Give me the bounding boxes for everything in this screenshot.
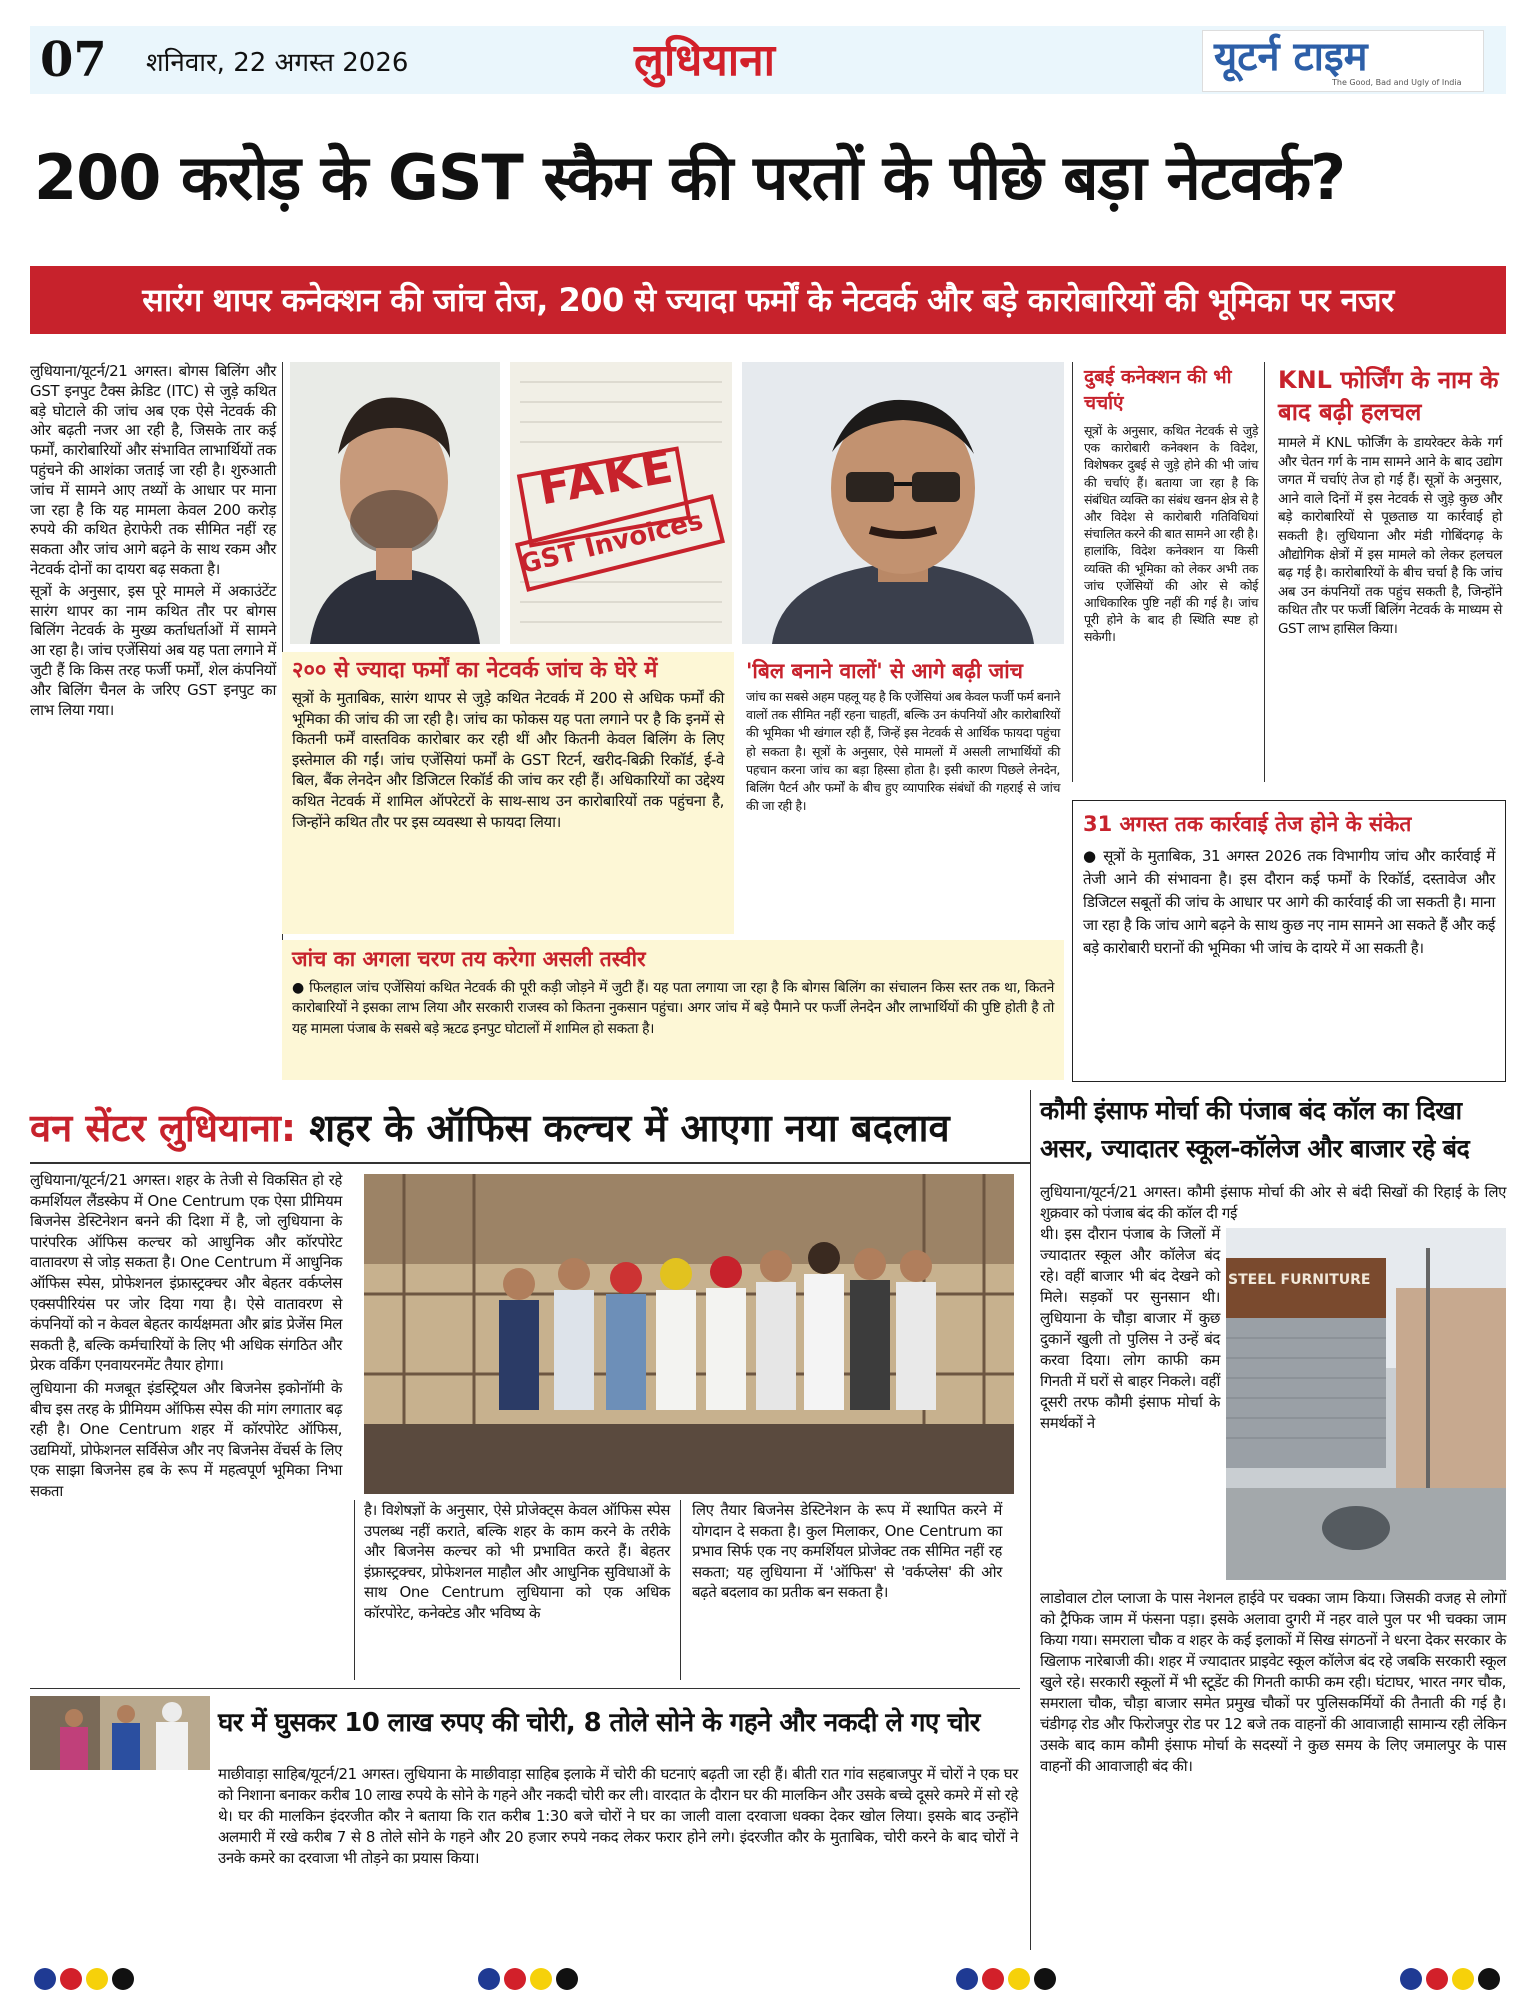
box-knl-forging (1268, 362, 1506, 782)
color-dot (956, 1968, 978, 1990)
color-dot (112, 1968, 134, 1990)
color-dot (1400, 1968, 1422, 1990)
color-dot (556, 1968, 578, 1990)
color-dot (530, 1968, 552, 1990)
lead-subheadline: सारंग थापर कनेक्शन की जांच तेज, 200 से ज्यादा फर्मों के नेटवर्क और बड़े कारोबारियों की भूमिका पर नजर (142, 281, 1394, 319)
color-dot (1034, 1968, 1056, 1990)
box-dubai-text: सूत्रों के अनुसार, कथित नेटवर्क से जुड़े एक कारोबारी कनेक्शन के विदेश, विशेषकर दुबई से जुड़े होने की भी जांच की चर्चाएं हैं। बताया जा रहा है कि संबंधित व्यक्ति का संबंध खनन क्षेत्र से है और विदेश से कारोबारी गतिविधियां संचालित करने की बात सामने आ रही है। हालांकि, विदेश कनेक्शन या किसी व्यक्ति की भूमिका को लेकर अभी तक जांच एजेंसियों की ओर से कोई आधिकारिक पुष्टि नहीं की गई है। जांच पूरी होने के बाद ही स्थिति स्पष्ट हो सकेगी। (1084, 423, 1258, 645)
box-aug31 (1072, 800, 1506, 1082)
color-dot (1008, 1968, 1030, 1990)
box-bill-makers-text: जांच का सबसे अहम पहलू यह है कि एजेंसियां अब केवल फर्जी फर्म बनाने वालों तक सीमित नहीं रहना चाहतीं, बल्कि उन कंपनियों और कारोबारियों की भूमिका भी खंगाल रही हैं, जिन्हें इस नेटवर्क से आर्थिक फायदा पहुंचा हो सकता है। सूत्रों के अनुसार, ऐसे मामलों में असली लाभार्थियों की पहचान करना जांच का बड़ा हिस्सा होता है। इसी कारण पिछले लेनदेन, बिलिंग पैटर्न और फर्मों के बीच हुए व्यापारिक संबंधों की गहराई से जांच की जा रही है। (746, 689, 1060, 814)
story2-headline (30, 1102, 1030, 1154)
person-photo-icon (290, 362, 500, 644)
story4-narrow: थी। इस दौरान पंजाब के जिलों में ज्यादातर स्कूल और कॉलेज बंद रहे। वहीं बाजार भी बंद देखने को मिले। सड़कों पर सुनसान थी। लुधियाना के चौड़ा बाजार में कुछ दुकानें खुली तो पुलिस ने उन्हें बंद करवा दिया। लोग काफी कम गिनती में घरों से बाहर निकले। वहीं दूसरी तरफ कौमी इंसाफ मोर्चा के समर्थकों ने (1040, 1225, 1220, 1432)
box-next-phase-text: ● फिलहाल जांच एजेंसियां कथित नेटवर्क की पूरी कड़ी जोड़ने में जुटी हैं। यह पता लगाया जा रहा है कि बोगस बिलिंग का संचालन किस स्तर तक था, कितने कारोबारियों ने इसका लाभ लिया और सरकारी राजस्व को कितना नुकसान पहुंचा। अगर जांच में बड़े पैमाने पर फर्जी लेनदेन और लाभार्थियों की पुष्टि होती है तो यह मामला पंजाब के सबसे बड़े ऋटढ इनपुट घोटालों में शामिल हो सकता है। (292, 978, 1054, 1039)
story2-col3: लिए तैयार बिजनेस डेस्टिनेशन के रूप में स्थापित करने में योगदान दे सकता है। कुल मिलाकर, One Centrum का प्रभाव सिर्फ एक नए कमर्शियल प्रोजेक्ट तक सीमित नहीं रह सकता; यह लुधियाना में 'ऑफिस' से 'वर्कप्लेस' की ओर बढ़ते बदलाव का प्रतीक बन सकता है। (692, 1501, 1002, 1602)
box-firm-network-text: सूत्रों के मुताबिक, सारंग थापर से जुड़े कथित नेटवर्क में 200 से अधिक फर्मों की भूमिका की जांच की जा रही है। जांच का फोकस यह पता लगाने पर है कि इनमें से कितनी फर्में वास्तविक कारोबार कर रही थीं और कितनी केवल बिलिंग के लिए इस्तेमाल की गईं। जांच एजेंसियां फर्मों के GST रिटर्न, खरीद-बिक्री रिकॉर्ड, ई-वे बिल, बैंक लेनदेन और डिजिटल रिकॉर्ड की जांच कर रही हैं। अधिकारियों का उद्देश्य कथित नेटवर्क में शामिल ऑपरेटरों के साथ-साथ उन कारोबारियों तक पहुंचना है, जिन्होंने कथित तौर पर इस व्यवस्था से फायदा लिया। (292, 689, 724, 831)
box-next-phase-list (282, 974, 1064, 1043)
story3-text: माछीवाड़ा साहिब/यूटर्न/21 अगस्त। लुधियाना के माछीवाड़ा साहिब इलाके में चोरी की घटनाएं बढ़ती जा रही हैं। बीती रात गांव सहबाजपुर में चोरों ने एक घर को निशाना बनाकर करीब 10 लाख रुपये के सोने के गहने और नकदी चोरी कर ली। वारदात के दौरान घर की मालकिन और उसके बच्चे दूसरे कमरे में सो रहे थे। घर की मालकिन इंदरजीत कौर ने बताया कि रात करीब 1:30 बजे चोरों ने घर का जाली वाला दरवाजा धक्का देकर खोल लिया। इसके बाद उन्होंने अलमारी में रखे करीब 7 से 8 तोले सोने के गहने और 20 हजार रुपये नकद लेकर फरार होने लगे। इंदरजीत कौर के मुताबिक, चोरी करने के बाद चोरों ने उनके कमरे का दरवाजा भी तोड़ने का प्रयास किया। (218, 1765, 1018, 1867)
story4-intro: लुधियाना/यूटर्न/21 अगस्त। कौमी इंसाफ मोर्चा की ओर से बंदी सिखों की रिहाई के लिए शुक्रवार को पंजाब बंद की कॉल दी गई (1040, 1183, 1506, 1222)
story2-col1 (30, 1170, 342, 1504)
box-dubai-connection (1072, 362, 1262, 782)
page-number: 07 (40, 32, 107, 88)
box-knl-title: KNL फोर्जिंग के नाम के बाद बढ़ी हलचल (1278, 366, 1499, 426)
color-dot (1452, 1968, 1474, 1990)
box-bill-makers-title: 'बिल बनाने वालों' से आगे बढ़ी जांच (746, 659, 1024, 683)
box-next-phase-title: जांच का अगला चरण तय करेगा असली तस्वीर (292, 947, 646, 971)
story2-para: लुधियाना की मजबूत इंडस्ट्रियल और बिजनेस इकोनॉमी के बीच इस तरह के प्रीमियम ऑफिस स्पेस की मांग लगातार बढ़ रही है। One Centrum शहर में कॉरपोरेट ऑफिस, उद्यमियों, प्रोफेशनल सर्विसेज और नए बिजनेस वेंचर्स के लिए एक साझा बिजनेस हब के रूप में महत्वपूर्ण भूमिका निभा सकता (30, 1378, 342, 1500)
brand-logo: यूटर्न टाइम (1214, 34, 1368, 80)
story4-rest: लाडोवाल टोल प्लाजा के पास नेशनल हाईवे पर चक्का जाम किया। जिसकी वजह से लोगों को ट्रैफिक जाम में फंसना पड़ा। इसके अलावा दुगरी में नहर वाले पुल पर भी चक्का जाम किया गया। समराला चौक व शहर के कई इलाकों में सिख संगठनों ने धरना देकर सरकार के खिलाफ नारेबाजी की। शहर में ज्यादातर प्राइवेट स्कूल कॉलेज बंद रहे जबकि सरकारी स्कूल खुले रहे। सरकारी स्कूलों में भी स्टूडेंट की गिनती काफी कम रही। घंटाघर, भारत नगर चौक, समराला चौक, चौड़ा बाजार समेत प्रमुख चौकों पर पुलिसकर्मियों की तैनाती की गई है। चंडीगढ़ रोड और फिरोजपुर रोड पर 12 बजे तक वाहनों की आवाजाही सामान्य रही लेकिन उसके बाद काम कौमी इंसाफ मोर्चा के सदस्यों ने कुछ समय के लिए जमालपुर के पास वाहनों की आवाजाही बंद की। (1040, 1589, 1506, 1775)
footer-dots-right (1400, 1968, 1500, 1990)
color-dot (34, 1968, 56, 1990)
story2-headline-rest: शहर के ऑफिस कल्चर में आएगा नया बदलाव (296, 1106, 950, 1150)
lead-body-para: सूत्रों के अनुसार, इस पूरे मामले में अकाउंटेंट सारंग थापर का नाम कथित तौर पर बोगस बिलिंग नेटवर्क के मुख्य कर्ताधर्ताओं में सामने आ रहा है। जांच एजेंसियां अब यह पता लगाने में जुटी हैं कि किस तरह फर्जी फर्मों, शेल कंपनियों और बिलिंग चैनल के जरिए GST इनपुट का लाभ लिया गया। (30, 581, 276, 719)
box-knl-text: मामले में KNL फोर्जिंग के डायरेक्टर केके गर्ग और चेतन गर्ग के नाम सामने आने के बाद उद्योग जगत में चर्चाएं तेज हो गई हैं। सूत्रों के अनुसार, आने वाले दिनों में इस नेटवर्क से जुड़े कुछ और बड़े कारोबारियों से पूछताछ या कार्रवाई हो सकती है। लुधियाना और मंडी गोबिंदगढ़ के औद्योगिक क्षेत्रों में इस मामले को लेकर हलचल बढ़ गई है। कारोबारियों के बीच चर्चा है कि जांच अब उन कंपनियों तक पहुंच सकती है, जिन्होंने कथित तौर पर फर्जी बिलिंग नेटवर्क के माध्यम से GST लाभ हासिल किया। (1278, 435, 1502, 637)
footer-dots-left (34, 1968, 134, 1990)
box-firm-network-title: २०० से ज्यादा फर्मों का नेटवर्क जांच के घेरे में (292, 658, 658, 683)
column-divider (354, 1500, 355, 1680)
story4-headline: कौमी इंसाफ मोर्चा की पंजाब बंद कॉल का दिखा असर, ज्यादातर स्कूल-कॉलेज और बाजार रहे बंद (1040, 1096, 1470, 1163)
box-aug31-text: ● सूत्रों के मुताबिक, 31 अगस्त 2026 तक विभागीय जांच और कार्रवाई में तेजी आने की संभावना है। इस दौरान कई फर्मों के रिकॉर्ड, दस्तावेज और डिजिटल सबूतों की जांच के आधार पर आगे की कार्रवाई की जा सकती है। माना जा रहा है कि जांच आगे बढ़ने के साथ कुछ नए नाम सामने आ सकते हैं और कई बड़े कारोबारी घरानों की भूमिका भी जांच के दायरे में आ सकती है। (1083, 845, 1495, 960)
footer-dots-right-center (956, 1968, 1056, 1990)
box-bill-makers (742, 652, 1064, 934)
color-dot (86, 1968, 108, 1990)
color-dot (1478, 1968, 1500, 1990)
photo-one-centrum-event (364, 1174, 1014, 1494)
color-dot (478, 1968, 500, 1990)
group-photo-graphic (364, 1174, 1014, 1494)
color-dot (60, 1968, 82, 1990)
section-divider (30, 1688, 1020, 1689)
story2-col2: है। विशेषज्ञों के अनुसार, ऐसे प्रोजेक्ट्स केवल ऑफिस स्पेस उपलब्ध नहीं कराते, बल्कि शहर के काम करने के तरीके और बिजनेस कल्चर को भी प्रभावित करते हैं। बेहतर इंफ्रास्ट्रक्चर, प्रोफेशनल माहौल और आधुनिक सुविधाओं के साथ One Centrum लुधियाना को एक अधिक कॉरपोरेट, कनेक्टेड और भविष्य के (364, 1501, 670, 1622)
gst-invoices-stamp-text: GST Invoices (517, 505, 707, 581)
photo-businessman (742, 362, 1064, 644)
section-divider (1030, 1090, 1031, 1950)
column-divider (680, 1500, 681, 1680)
shop-sign-text: STEEL FURNITURE (1228, 1272, 1371, 1288)
box-aug31-list (1073, 841, 1505, 964)
lead-body-col1 (30, 362, 276, 722)
section-divider (30, 1162, 1030, 1164)
issue-date: शनिवार, 22 अगस्त 2026 (146, 48, 409, 78)
victims-photo-graphic (30, 1696, 210, 1770)
footer-dots-center (478, 1968, 578, 1990)
lead-body-para: लुधियाना/यूटर्न/21 अगस्त। बोगस बिलिंग और GST इनपुट टैक्स क्रेडिट (ITC) से जुड़े कथित बड़े घोटाले की जांच अब एक ऐसे नेटवर्क की ओर बढ़ती नजर आ रही है, जिसके तार कई फर्मों, कारोबारियों और संभावित लाभार्थियों तक पहुंचने की आशंका जताई जा रही है। शुरुआती जांच में सामने आए तथ्यों के आधार पर माना जा रहा है कि यह मामला केवल 200 करोड़ रुपये की कथित हेराफेरी तक सीमित नहीं रह सकता और जांच आगे बढ़ने के साथ रकम और नेटवर्क दोनों का दायरा बढ़ सकता है। (30, 362, 276, 578)
box-next-phase (282, 940, 1064, 1080)
fake-stamp-text: FAKE (534, 438, 679, 516)
photo-theft-victims (30, 1696, 210, 1770)
lead-headline: 200 करोड़ के GST स्कैम की परतों के पीछे बड़ा नेटवर्क? (34, 141, 1346, 214)
story3-headline: घर में घुसकर 10 लाख रुपए की चोरी, 8 तोले सोने के गहने और नकदी ले गए चोर (218, 1708, 980, 1738)
color-dot (504, 1968, 526, 1990)
box-aug31-title: 31 अगस्त तक कार्रवाई तेज होने के संकेत (1083, 812, 1412, 836)
box-firm-network (282, 652, 734, 934)
column-divider (1264, 362, 1265, 782)
story2-headline-red: वन सेंटर लुधियाना: (30, 1106, 297, 1150)
color-dot (982, 1968, 1004, 1990)
photo-sarang-thapar (290, 362, 500, 644)
section-title: लुधियाना (634, 35, 776, 86)
color-dot (1426, 1968, 1448, 1990)
story2-para: लुधियाना/यूटर्न/21 अगस्त। शहर के तेजी से विकसित हो रहे कमर्शियल लैंडस्केप में One Centrum एक ऐसा प्रीमियम बिजनेस डेस्टिनेशन बनने की दिशा में है, जो लुधियाना के पारंपरिक ऑफिस कल्चर को आधुनिक और कॉरपोरेट वातावरण से जोड़ सकता है। One Centrum में आधुनिक ऑफिस स्पेस, प्रोफेशनल इंफ्रास्ट्रक्चर और बेहतर वर्कप्लेस एक्सपीरियंस पर जोर दिया गया है। ऐसे वातावरण से कंपनियों को न केवल बेहतर कार्यक्षमता और ब्रांड प्रेजेंस मिल सकती है, बल्कि कर्मचारियों के लिए भी अधिक संगठित और प्रेरक वर्किंग एनवायरनमेंट तैयार होगा। (30, 1171, 342, 1375)
brand-tagline: The Good, Bad and Ugly of India (1332, 78, 1462, 87)
person-photo-icon (742, 362, 1064, 644)
box-dubai-title: दुबई कनेक्शन की भी चर्चाएं (1084, 366, 1232, 414)
